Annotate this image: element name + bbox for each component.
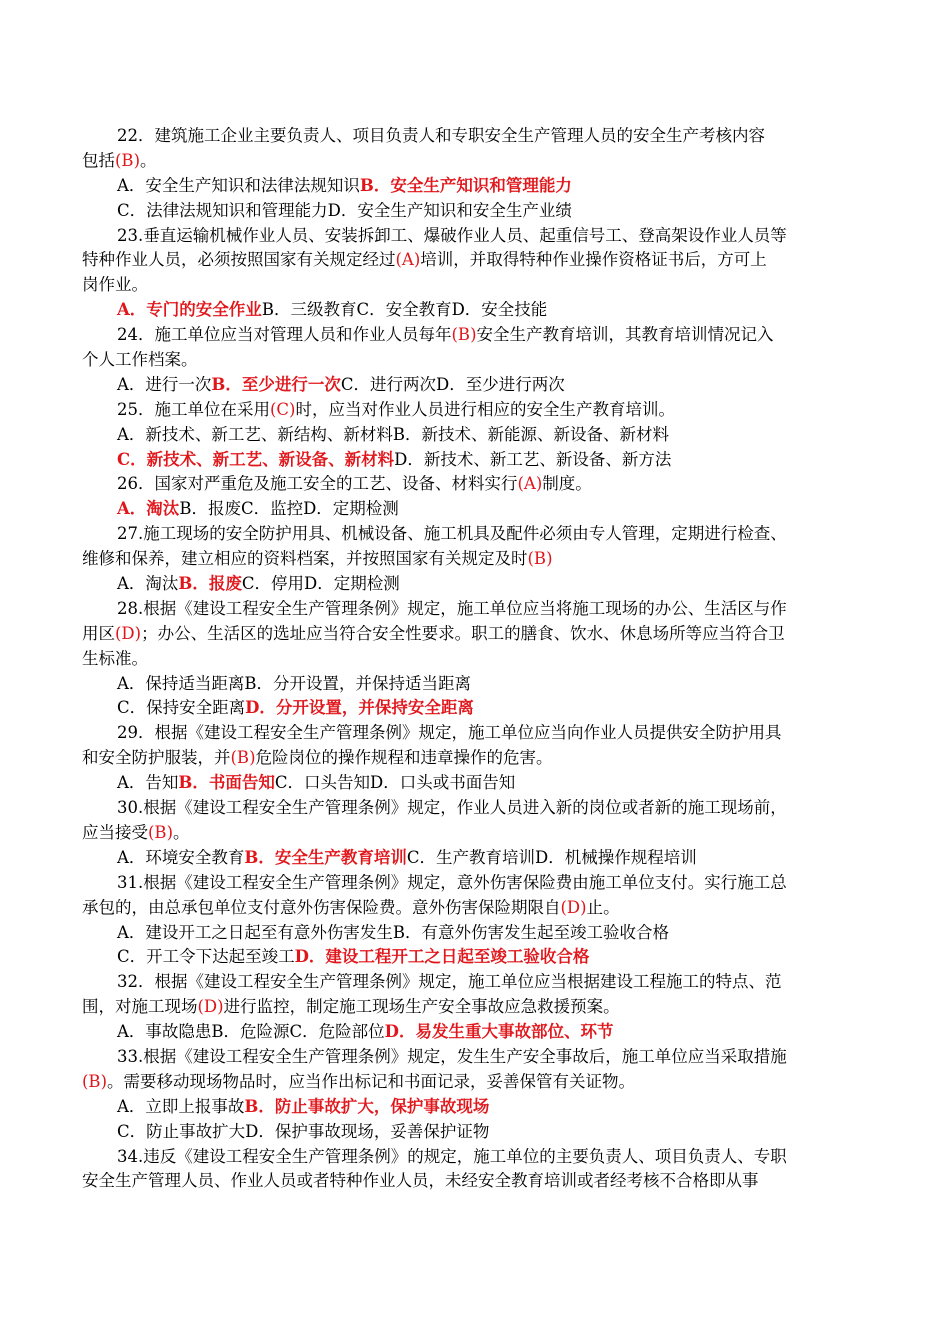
text-segment: A．安全生产知识和法律法规知识 (117, 175, 360, 195)
text-line (82, 522, 872, 547)
text-segment: 围，对施工现场 (82, 997, 198, 1017)
text-segment: C．口头告知D．口头或书面告知 (274, 773, 516, 793)
text-line (82, 672, 872, 697)
text-line (82, 945, 872, 970)
text-line (82, 970, 872, 995)
text-line (82, 1095, 872, 1120)
text-segment: 止。 (586, 897, 620, 917)
text-line (82, 746, 872, 771)
text-segment: B．报废C．监控D．定期检测 (179, 499, 399, 519)
text-line (82, 298, 872, 323)
text-segment: C．防止事故扩大D．保护事故现场，妥善保护证物 (117, 1121, 490, 1141)
text-line (82, 448, 872, 473)
text-segment: A．保持适当距离B．分开设置，并保持适当距离 (117, 673, 472, 693)
text-line (82, 398, 872, 423)
text-segment: 22．建筑施工企业主要负责人、项目负责人和专职安全生产管理人员的安全生产考核内容 (117, 126, 765, 145)
text-line (82, 597, 872, 622)
text-line (82, 622, 872, 647)
answer-highlight: (B) (230, 748, 256, 768)
text-segment: 岗作业。 (82, 275, 148, 295)
text-segment: A．新技术、新工艺、新结构、新材料B．新技术、新能源、新设备、新材料 (117, 424, 670, 444)
answer-highlight: B．书面告知 (178, 773, 275, 793)
text-line (82, 721, 872, 746)
text-line (82, 1045, 872, 1070)
text-segment: 生标准。 (82, 648, 148, 668)
text-line (82, 572, 872, 597)
text-line (82, 348, 872, 373)
text-line (82, 174, 872, 199)
text-line (82, 871, 872, 896)
text-segment: A．进行一次 (117, 374, 212, 394)
text-segment: C．停用D．定期检测 (241, 574, 400, 594)
answer-highlight: (A) (395, 250, 421, 270)
text-line (82, 547, 872, 572)
text-segment: 和安全防护服装，并 (82, 748, 231, 768)
answer-highlight: A．淘汰 (117, 499, 180, 519)
text-segment: C．生产教育培训D．机械操作规程培训 (406, 847, 697, 867)
text-segment: D．新技术、新工艺、新设备、新方法 (394, 449, 672, 469)
text-segment: 进行监控，制定施工现场生产安全事故应急救援预案。 (223, 997, 620, 1017)
text-segment: 33.根据《建设工程安全生产管理条例》规定，发生生产安全事故后，施工单位应当采取措施 (117, 1046, 787, 1066)
text-segment: 25．施工单位在采用 (117, 399, 270, 419)
text-line (82, 796, 872, 821)
text-segment: 。 (173, 822, 190, 842)
text-segment: A．淘汰 (117, 574, 179, 594)
text-segment: C．进行两次D．至少进行两次 (340, 374, 565, 394)
text-segment: 32．根据《建设工程安全生产管理条例》规定，施工单位应当根据建设工程施工的特点、范 (117, 972, 782, 992)
text-line (82, 1070, 872, 1095)
answer-highlight: (B) (148, 822, 173, 842)
text-line (82, 1145, 872, 1170)
answer-highlight: D．建设工程开工之日起至竣工验收合格 (294, 947, 590, 967)
text-segment: 包括 (82, 150, 115, 170)
text-segment: 应当接受 (82, 822, 148, 842)
answer-highlight: B．安全生产教育培训 (244, 847, 407, 867)
answer-highlight: A．专门的安全作业 (117, 300, 262, 320)
answer-highlight: D．易发生重大事故部位、环节 (384, 1022, 614, 1042)
text-segment: 30.根据《建设工程安全生产管理条例》规定，作业人员进入新的岗位或者新的施工现场前， (117, 798, 787, 818)
text-segment: 危险岗位的操作规程和违章操作的危害。 (255, 748, 553, 768)
text-line (82, 921, 872, 946)
text-segment: 个人工作档案。 (82, 350, 198, 370)
answer-highlight: B．安全生产知识和管理能力 (359, 175, 572, 195)
text-line (82, 423, 872, 448)
answer-highlight: (D) (115, 623, 142, 643)
text-segment: 。 (140, 150, 157, 170)
answer-highlight: B．防止事故扩大，保护事故现场 (244, 1096, 490, 1116)
answer-highlight: (D) (197, 997, 224, 1017)
text-segment: A．告知 (117, 773, 179, 793)
answer-highlight: (B) (115, 150, 140, 170)
text-segment: C．开工令下达起至竣工 (117, 947, 295, 967)
text-segment: A．立即上报事故 (117, 1096, 245, 1116)
text-line (82, 224, 872, 249)
document-page (82, 124, 872, 1194)
text-line (82, 248, 872, 273)
text-segment: 特种作业人员，必须按照国家有关规定经过 (82, 250, 396, 270)
text-segment: A．环境安全教育 (117, 847, 245, 867)
text-segment: 28.根据《建设工程安全生产管理条例》规定，施工单位应当将施工现场的办公、生活区与作 (117, 598, 787, 618)
text-segment: 26．国家对严重危及施工安全的工艺、设备、材料实行 (117, 474, 518, 494)
text-segment: 安全生产管理人员、作业人员或者特种作业人员，未经安全教育培训或者经考核不合格即从事 (82, 1171, 759, 1191)
text-segment: 时，应当对作业人员进行相应的安全生产教育培训。 (295, 399, 675, 419)
text-segment: C．保持安全距离 (117, 698, 246, 718)
text-segment: 培训，并取得特种作业操作资格证书后，方可上 (420, 250, 767, 270)
answer-highlight: (D) (560, 897, 587, 917)
answer-highlight: (A) (517, 474, 543, 494)
text-segment: 用区 (82, 623, 115, 643)
text-segment: 34.违反《建设工程安全生产管理条例》的规定，施工单位的主要负责人、项目负责人、专职 (117, 1146, 787, 1166)
text-segment: C．法律法规知识和管理能力D．安全生产知识和安全生产业绩 (117, 200, 572, 220)
text-line (82, 821, 872, 846)
text-line (82, 846, 872, 871)
answer-highlight: B．报废 (178, 574, 242, 594)
text-line (82, 149, 872, 174)
text-segment: 制度。 (542, 474, 592, 494)
text-segment: 24．施工单位应当对管理人员和作业人员每年 (117, 325, 452, 345)
text-line (82, 1020, 872, 1045)
text-segment: 安全生产教育培训，其教育培训情况记入 (476, 325, 774, 345)
text-line (82, 497, 872, 522)
text-segment: 27.施工现场的安全防护用具、机械设备、施工机具及配件必须由专人管理，定期进行检查、 (117, 524, 787, 544)
text-segment: 23.垂直运输机械作业人员、安装拆卸工、爆破作业人员、起重信号工、登高架设作业人员等 (117, 225, 787, 245)
text-line (82, 1120, 872, 1145)
text-segment: B．三级教育C．安全教育D．安全技能 (261, 300, 548, 320)
text-segment: 29．根据《建设工程安全生产管理条例》规定，施工单位应当向作业人员提供安全防护用具 (117, 723, 782, 743)
text-line (82, 124, 872, 149)
text-line (82, 995, 872, 1020)
text-line (82, 323, 872, 348)
answer-highlight: (B) (451, 325, 477, 345)
text-segment: A．事故隐患B．危险源C．危险部位 (117, 1022, 385, 1042)
answer-highlight: (B) (527, 549, 553, 569)
text-segment: 。需要移动现场物品时，应当作出标记和书面记录，妥善保管有关证物。 (107, 1071, 635, 1091)
text-segment: ；办公、生活区的选址应当符合安全性要求。职工的膳食、饮水、休息场所等应当符合卫 (141, 623, 785, 643)
text-line (82, 896, 872, 921)
answer-highlight: D．分开设置，并保持安全距离 (245, 698, 474, 718)
text-line (82, 771, 872, 796)
text-line (82, 472, 872, 497)
text-segment: 承包的，由总承包单位支付意外伤害保险费。意外伤害保险期限自 (82, 897, 561, 917)
answer-highlight: (C) (270, 399, 296, 419)
answer-highlight: (B) (82, 1071, 107, 1091)
text-line (82, 696, 872, 721)
text-line (82, 199, 872, 224)
text-segment: 维修和保养，建立相应的资料档案，并按照国家有关规定及时 (82, 549, 528, 569)
text-line (82, 1169, 872, 1194)
text-line (82, 373, 872, 398)
text-line (82, 647, 872, 672)
text-line (82, 273, 872, 298)
answer-highlight: B．至少进行一次 (211, 374, 341, 394)
answer-highlight: C．新技术、新工艺、新设备、新材料 (117, 449, 395, 469)
text-segment: 31.根据《建设工程安全生产管理条例》规定，意外伤害保险费由施工单位支付。实行施工总 (117, 872, 787, 892)
text-segment: A．建设开工之日起至有意外伤害发生B．有意外伤害发生起至竣工验收合格 (117, 922, 670, 942)
